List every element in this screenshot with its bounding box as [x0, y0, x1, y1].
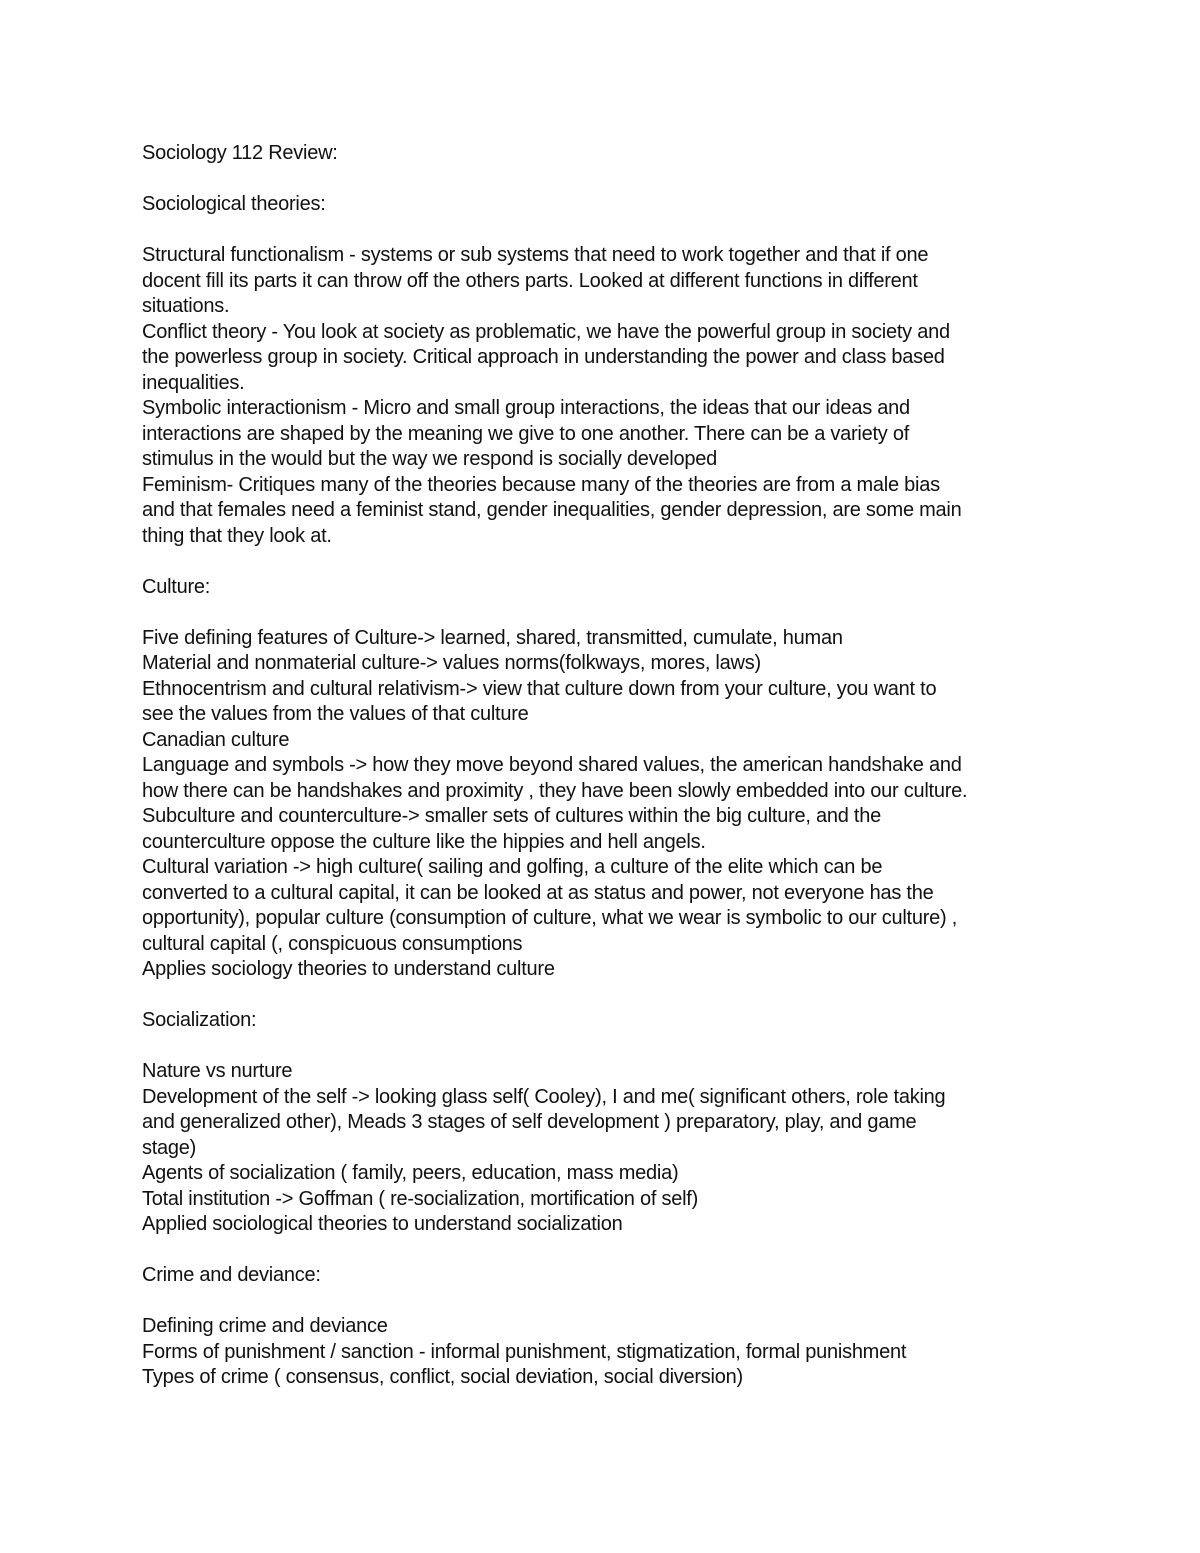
text-line: and that females need a feminist stand, gender inequalities, gender depression, are some main: [142, 499, 962, 521]
spacer: [142, 167, 1067, 193]
text-line: Structural functionalism - systems or sub systems that need to work together and that if one: [142, 244, 929, 266]
spacer: [142, 1289, 1067, 1315]
section-heading-sociological-theories: Sociological theories:: [142, 193, 326, 215]
text-line: Applied sociological theories to understand socialization: [142, 1213, 623, 1235]
spacer: [142, 600, 1067, 626]
section-body-sociological-theories: [142, 243, 1067, 549]
text-line: Ethnocentrism and cultural relativism-> view that culture down from your culture, you want to: [142, 677, 937, 700]
text-line: Cultural variation -> high culture( sailing and golfing, a culture of the elite which can be: [142, 856, 883, 878]
text-line: Symbolic interactionism - Micro and small group interactions, the ideas that our ideas and: [142, 397, 910, 419]
text-line: Agents of socialization ( family, peers, education, mass media): [142, 1162, 679, 1184]
section-body-culture: [142, 626, 1067, 983]
text-line: Subculture and counterculture-> smaller sets of cultures within the big culture, and the: [142, 805, 881, 827]
text-line: Nature vs nurture: [142, 1060, 293, 1082]
spacer: [142, 549, 1067, 575]
text-line: inequalities.: [142, 371, 245, 394]
document-page: [142, 141, 1067, 1391]
text-line: converted to a cultural capital, it can be looked at as status and power, not everyone has the: [142, 881, 934, 904]
text-line: counterculture oppose the culture like the hippies and hell angels.: [142, 830, 706, 853]
text-line: Total institution -> Goffman ( re-socialization, mortification of self): [142, 1187, 698, 1210]
text-line: Language and symbols -> how they move beyond shared values, the american handshake and: [142, 754, 962, 776]
text-line: Forms of punishment / sanction - informal punishment, stigmatization, formal punishment: [142, 1340, 907, 1363]
text-line: how there can be handshakes and proximity , they have been slowly embedded into our culture.: [142, 779, 968, 802]
text-line: Material and nonmaterial culture-> values norms(folkways, mores, laws): [142, 652, 761, 674]
text-line: opportunity), popular culture (consumption of culture, what we wear is symbolic to our culture) ,: [142, 907, 958, 929]
text-line: Applies sociology theories to understand culture: [142, 958, 555, 980]
section-heading-crime-and-deviance: Crime and deviance:: [142, 1264, 321, 1286]
document-title: Sociology 112 Review:: [142, 142, 338, 164]
spacer: [142, 983, 1067, 1009]
text-line: stage): [142, 1136, 197, 1159]
text-line: Five defining features of Culture-> learned, shared, transmitted, cumulate, human: [142, 626, 843, 649]
text-line: docent fill its parts it can throw off the others parts. Looked at different functions in different: [142, 269, 918, 292]
text-line: Feminism- Critiques many of the theories because many of the theories are from a male bias: [142, 473, 940, 496]
spacer: [142, 218, 1067, 244]
text-line: stimulus in the would but the way we respond is socially developed: [142, 448, 717, 470]
section-heading-socialization: Socialization:: [142, 1009, 257, 1031]
section-heading-culture: Culture:: [142, 575, 211, 598]
text-line: interactions are shaped by the meaning we give to one another. There can be a variety of: [142, 422, 910, 445]
text-line: Conflict theory - You look at society as problematic, we have the powerful group in society and: [142, 320, 950, 343]
text-line: Types of crime ( consensus, conflict, social deviation, social diversion): [142, 1366, 743, 1388]
text-line: Development of the self -> looking glass self( Cooley), I and me( significant others, role taking: [142, 1085, 946, 1108]
section-body-crime-and-deviance: [142, 1314, 1067, 1391]
text-line: see the values from the values of that culture: [142, 703, 529, 725]
text-line: Defining crime and deviance: [142, 1315, 388, 1337]
text-line: situations.: [142, 295, 230, 317]
text-line: the powerless group in society. Critical approach in understanding the power and class based: [142, 346, 945, 368]
section-body-socialization: [142, 1059, 1067, 1238]
spacer: [142, 1238, 1067, 1264]
spacer: [142, 1034, 1067, 1060]
text-line: cultural capital (, conspicuous consumptions: [142, 932, 523, 955]
text-line: and generalized other), Meads 3 stages of self development ) preparatory, play, and game: [142, 1111, 917, 1133]
text-line: Canadian culture: [142, 728, 290, 751]
text-line: thing that they look at.: [142, 524, 332, 547]
